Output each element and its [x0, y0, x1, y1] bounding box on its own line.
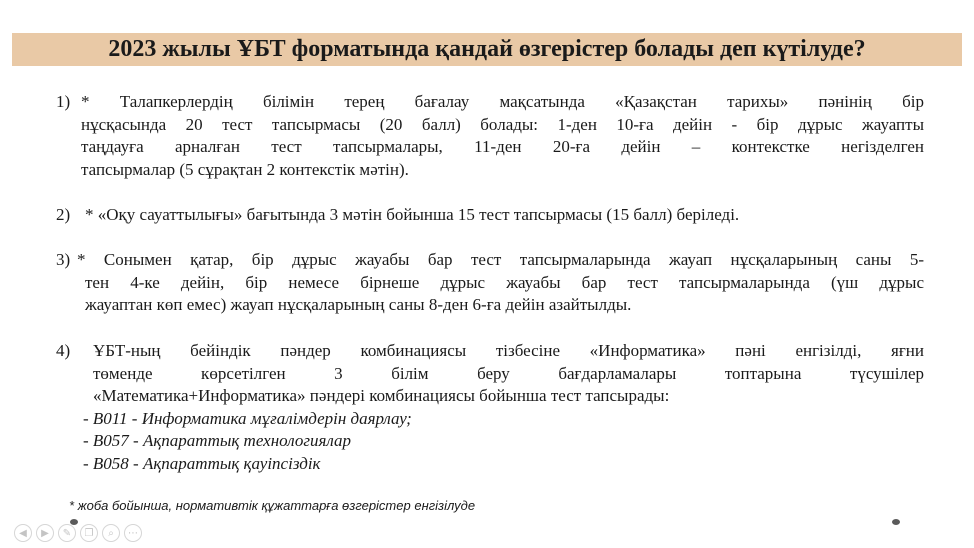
list-item-3 — [56, 249, 924, 317]
item-marker: 4) — [56, 341, 71, 360]
zoom-icon[interactable]: ⌕ — [102, 524, 120, 542]
item-line: * «Оқу сауаттылығы» бағытында 3 мәтін бойынша 15 тест тапсырмасы (15 балл) беріледі. — [85, 205, 740, 224]
footnote: * жоба бойынша, нормативтік құжаттарға өзгерістер енгізілуде — [69, 498, 476, 513]
list-item-4 — [56, 340, 924, 476]
list-item-1 — [56, 91, 924, 181]
prev-icon[interactable]: ◀ — [14, 524, 32, 542]
item-line: тен 4-ке дейін, бір немесе бірнеше дұрыс жауабы бар тест тапсырмаларында (үш дұрыс — [85, 272, 924, 292]
item-line: * Талапкерлердің білімін терең бағалау мақсатында «Қазақстан тарихы» пәнінің бір — [81, 92, 924, 111]
item-line: «Математика+Информатика» пәндері комбинациясы бойынша тест тапсырады: — [93, 386, 670, 406]
item-line: таңдауға арналған тест тапсырмалары, 11-ден 20-ға дейін – контекстке негізделген — [81, 137, 924, 157]
item-line: * Сонымен қатар, бір дұрыс жауабы бар тест тапсырмаларында жауап нұсқаларының саны 5- — [77, 250, 924, 269]
item-line: тапсырмалар (5 сұрақтан 2 контекстік мәтін). — [81, 159, 409, 179]
more-icon[interactable]: ⋯ — [124, 524, 142, 542]
program-item: - В058 - Ақпараттық қауіпсіздік — [83, 453, 321, 473]
next-icon[interactable]: ▶ — [36, 524, 54, 542]
item-marker: 2) — [56, 205, 71, 224]
pen-icon[interactable]: ✎ — [58, 524, 76, 542]
slide-title: 2023 жылы ҰБТ форматында қандай өзгерістер болады деп күтілуде? — [108, 36, 866, 62]
decorative-dot-left — [70, 519, 78, 525]
item-marker: 3) — [56, 250, 71, 269]
item-line: төменде көрсетілген 3 білім беру бағдарламалары топтарына түсушілер — [93, 363, 924, 383]
item-marker: 1) — [56, 92, 71, 111]
slideshow-toolbar — [14, 524, 142, 544]
decorative-dot-right — [892, 519, 900, 525]
program-item: - В057 - Ақпараттық технологиялар — [83, 431, 351, 451]
item-line: нұсқасында 20 тест тапсырмасы (20 балл) болады: 1-ден 10-ға дейін - бір дұрыс жауапты — [81, 114, 924, 134]
copy-icon[interactable]: ❐ — [80, 524, 98, 542]
program-item: - В011 - Информатика мұғалімдерін даярлау; — [83, 408, 412, 428]
list-item-2 — [56, 204, 924, 227]
item-line: жауаптан көп емес) жауап нұсқаларының саны 8-ден 6-ға дейін азайтылды. — [85, 295, 632, 315]
item-line: ҰБТ-ның бейіндік пәндер комбинациясы тізбесіне «Информатика» пәні енгізілді, яғни — [93, 341, 924, 360]
